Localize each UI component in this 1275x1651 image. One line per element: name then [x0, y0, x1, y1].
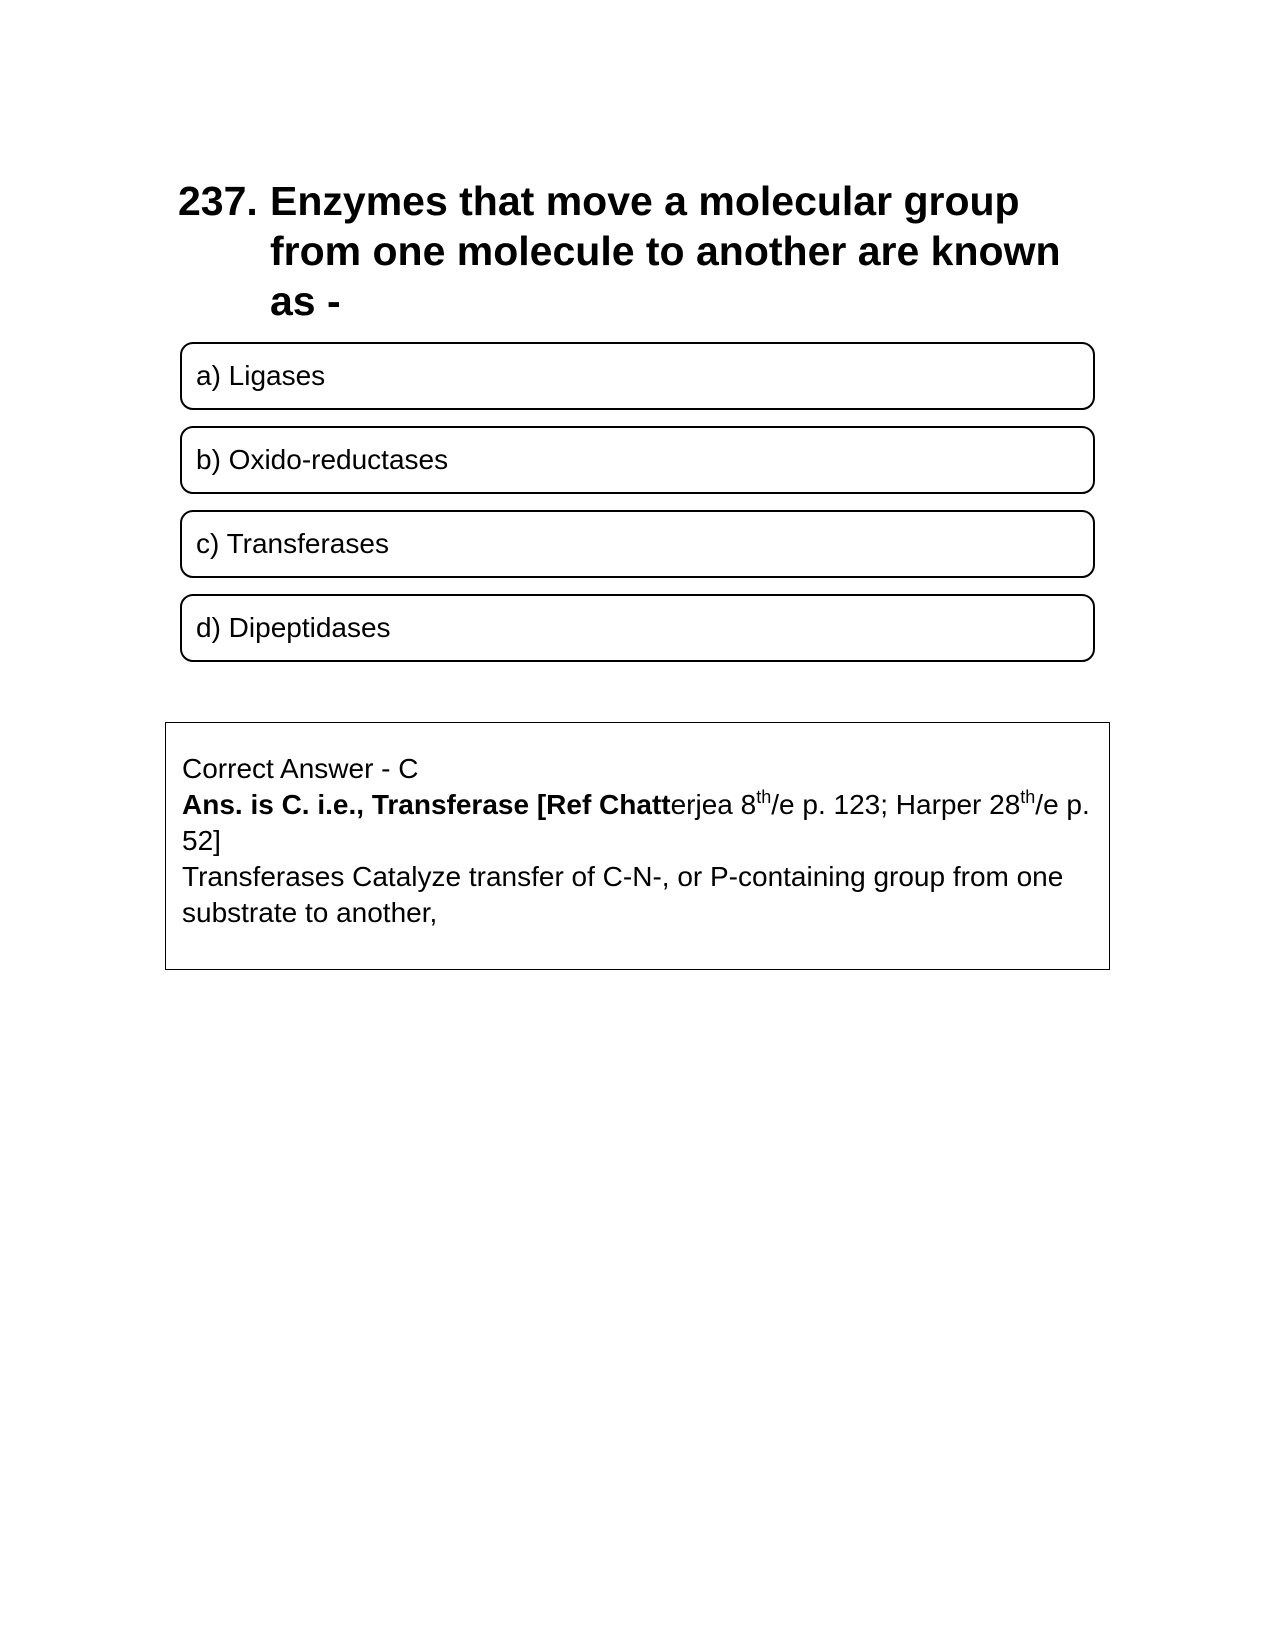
- answer-reference-part3: /e p. 52]: [182, 789, 1090, 856]
- answer-explanation: Transferases Catalyze transfer of C-N-, or P-containing group from one substrate to another,: [182, 861, 1064, 928]
- question-text: Enzymes that move a molecular group from one molecule to another are known as -: [270, 178, 1061, 324]
- option-d[interactable]: d) Dipeptidases: [180, 594, 1095, 662]
- answer-reference: [182, 787, 1095, 859]
- option-a[interactable]: a) Ligases: [180, 342, 1095, 410]
- question: [178, 176, 1098, 326]
- option-b[interactable]: b) Oxido-reductases: [180, 426, 1095, 494]
- answer-reference-bold: Ans. is C. i.e., Transferase [Ref Chatt: [182, 789, 671, 820]
- answer-reference-part1: erjea 8: [670, 789, 757, 820]
- question-number: 237.: [178, 178, 258, 224]
- answer-reference-part2: /e p. 123; Harper 28: [771, 789, 1021, 820]
- answer-reference-sup1: th: [756, 787, 772, 807]
- answer-reference-sup2: th: [1020, 787, 1036, 807]
- option-c[interactable]: c) Transferases: [180, 510, 1095, 578]
- options-list: [180, 342, 1095, 678]
- answer-box: [165, 722, 1110, 970]
- correct-answer: Correct Answer - C: [182, 753, 419, 784]
